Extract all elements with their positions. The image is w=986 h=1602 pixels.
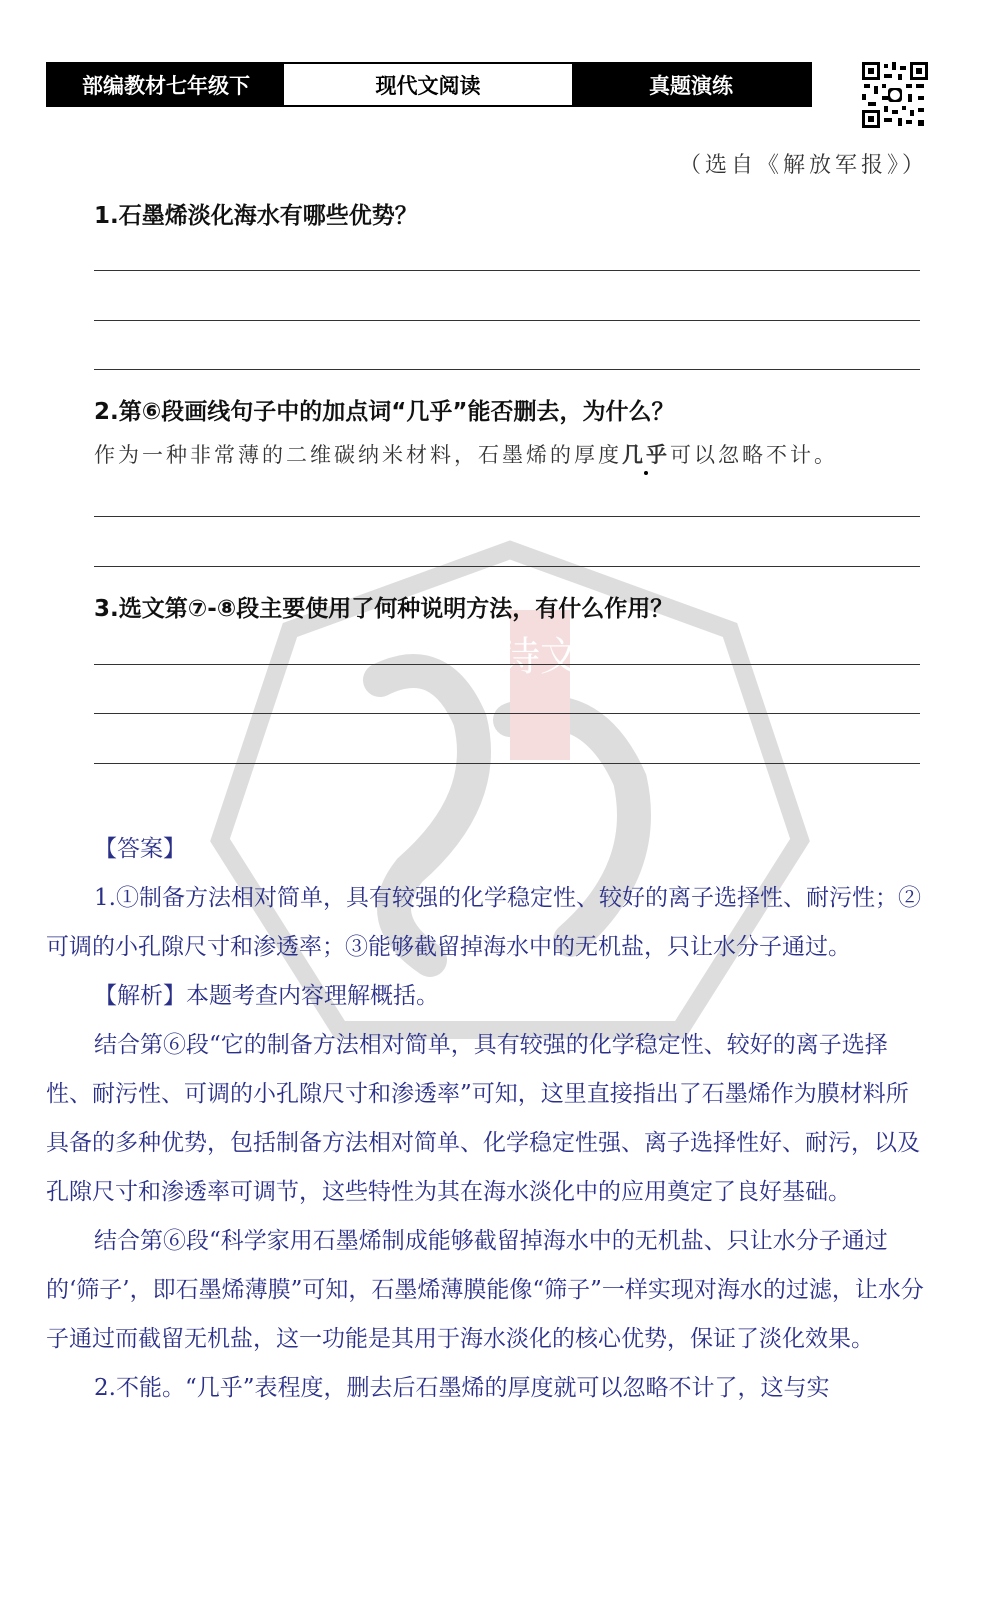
answer-line bbox=[94, 369, 920, 370]
quoted-sentence-before: 作为一种非常薄的二维碳纳米材料，石墨烯的厚度 bbox=[94, 443, 622, 467]
answer-line bbox=[94, 566, 920, 567]
answer-2: 2.不能。“几乎”表程度，删去后石墨烯的厚度就可以忽略不计了，这与实 bbox=[94, 1375, 830, 1401]
question-2: 2.第⑥段画线句子中的加点词“几乎”能否删去，为什么？ bbox=[94, 399, 675, 425]
quoted-sentence-after: 可以忽略不计。 bbox=[670, 443, 838, 467]
analysis-text: 本题考查内容理解概括。 bbox=[186, 983, 439, 1009]
quoted-sentence bbox=[94, 439, 838, 469]
question-3: 3.选文第⑦-⑧段主要使用了何种说明方法，有什么作用？ bbox=[94, 596, 674, 622]
dotted-word: 几乎 bbox=[622, 442, 670, 467]
answer-line bbox=[94, 516, 920, 517]
source-note: （选自《解放军报》） bbox=[678, 153, 928, 178]
question-1: 1.石墨烯淡化海水有哪些优势？ bbox=[94, 203, 418, 229]
answer-label: 【答案】 bbox=[94, 836, 186, 862]
answer-line bbox=[94, 664, 920, 665]
answer-line bbox=[94, 320, 920, 321]
section-label: 真题演练 bbox=[572, 64, 810, 105]
subject-label: 现代文阅读 bbox=[284, 64, 572, 105]
answer-line bbox=[94, 713, 920, 714]
watermark-seal-text: 诗文 bbox=[500, 634, 580, 680]
answer-section bbox=[46, 825, 926, 1413]
analysis-line bbox=[46, 972, 926, 1021]
answer-line bbox=[94, 763, 920, 764]
analysis-paragraph-1: 结合第⑥段“它的制备方法相对简单，具有较强的化学稳定性、较好的离子选择性、耐污性、可调的小孔隙尺寸和渗透率”可知，这里直接指出了石墨烯作为膜材料所具备的多种优势，包括制备方法相对简单、化学稳定性强、离子选择性好、耐污，以及孔隙尺寸和渗透率可调节，这些特性为其在海水淡化中的应用奠定了良好基础。 bbox=[46, 1032, 920, 1205]
answer-1: 1.①制备方法相对简单，具有较强的化学稳定性、较好的离子选择性、耐污性；②可调的小孔隙尺寸和渗透率；③能够截留掉海水中的无机盐，只让水分子通过。 bbox=[46, 885, 921, 960]
analysis-label: 【解析】 bbox=[94, 983, 186, 1009]
analysis-paragraph-2: 结合第⑥段“科学家用石墨烯制成能够截留掉海水中的无机盐、只让水分子通过的‘筛子’，即石墨烯薄膜”可知，石墨烯薄膜能像“筛子”一样实现对海水的过滤，让水分子通过而截留无机盐，这一功能是其用于海水淡化的核心优势，保证了淡化效果。 bbox=[46, 1228, 924, 1352]
answer-line bbox=[94, 270, 920, 271]
qr-code-icon bbox=[862, 62, 928, 128]
grade-label: 部编教材七年级下 bbox=[48, 64, 284, 105]
header-bar bbox=[46, 62, 812, 107]
